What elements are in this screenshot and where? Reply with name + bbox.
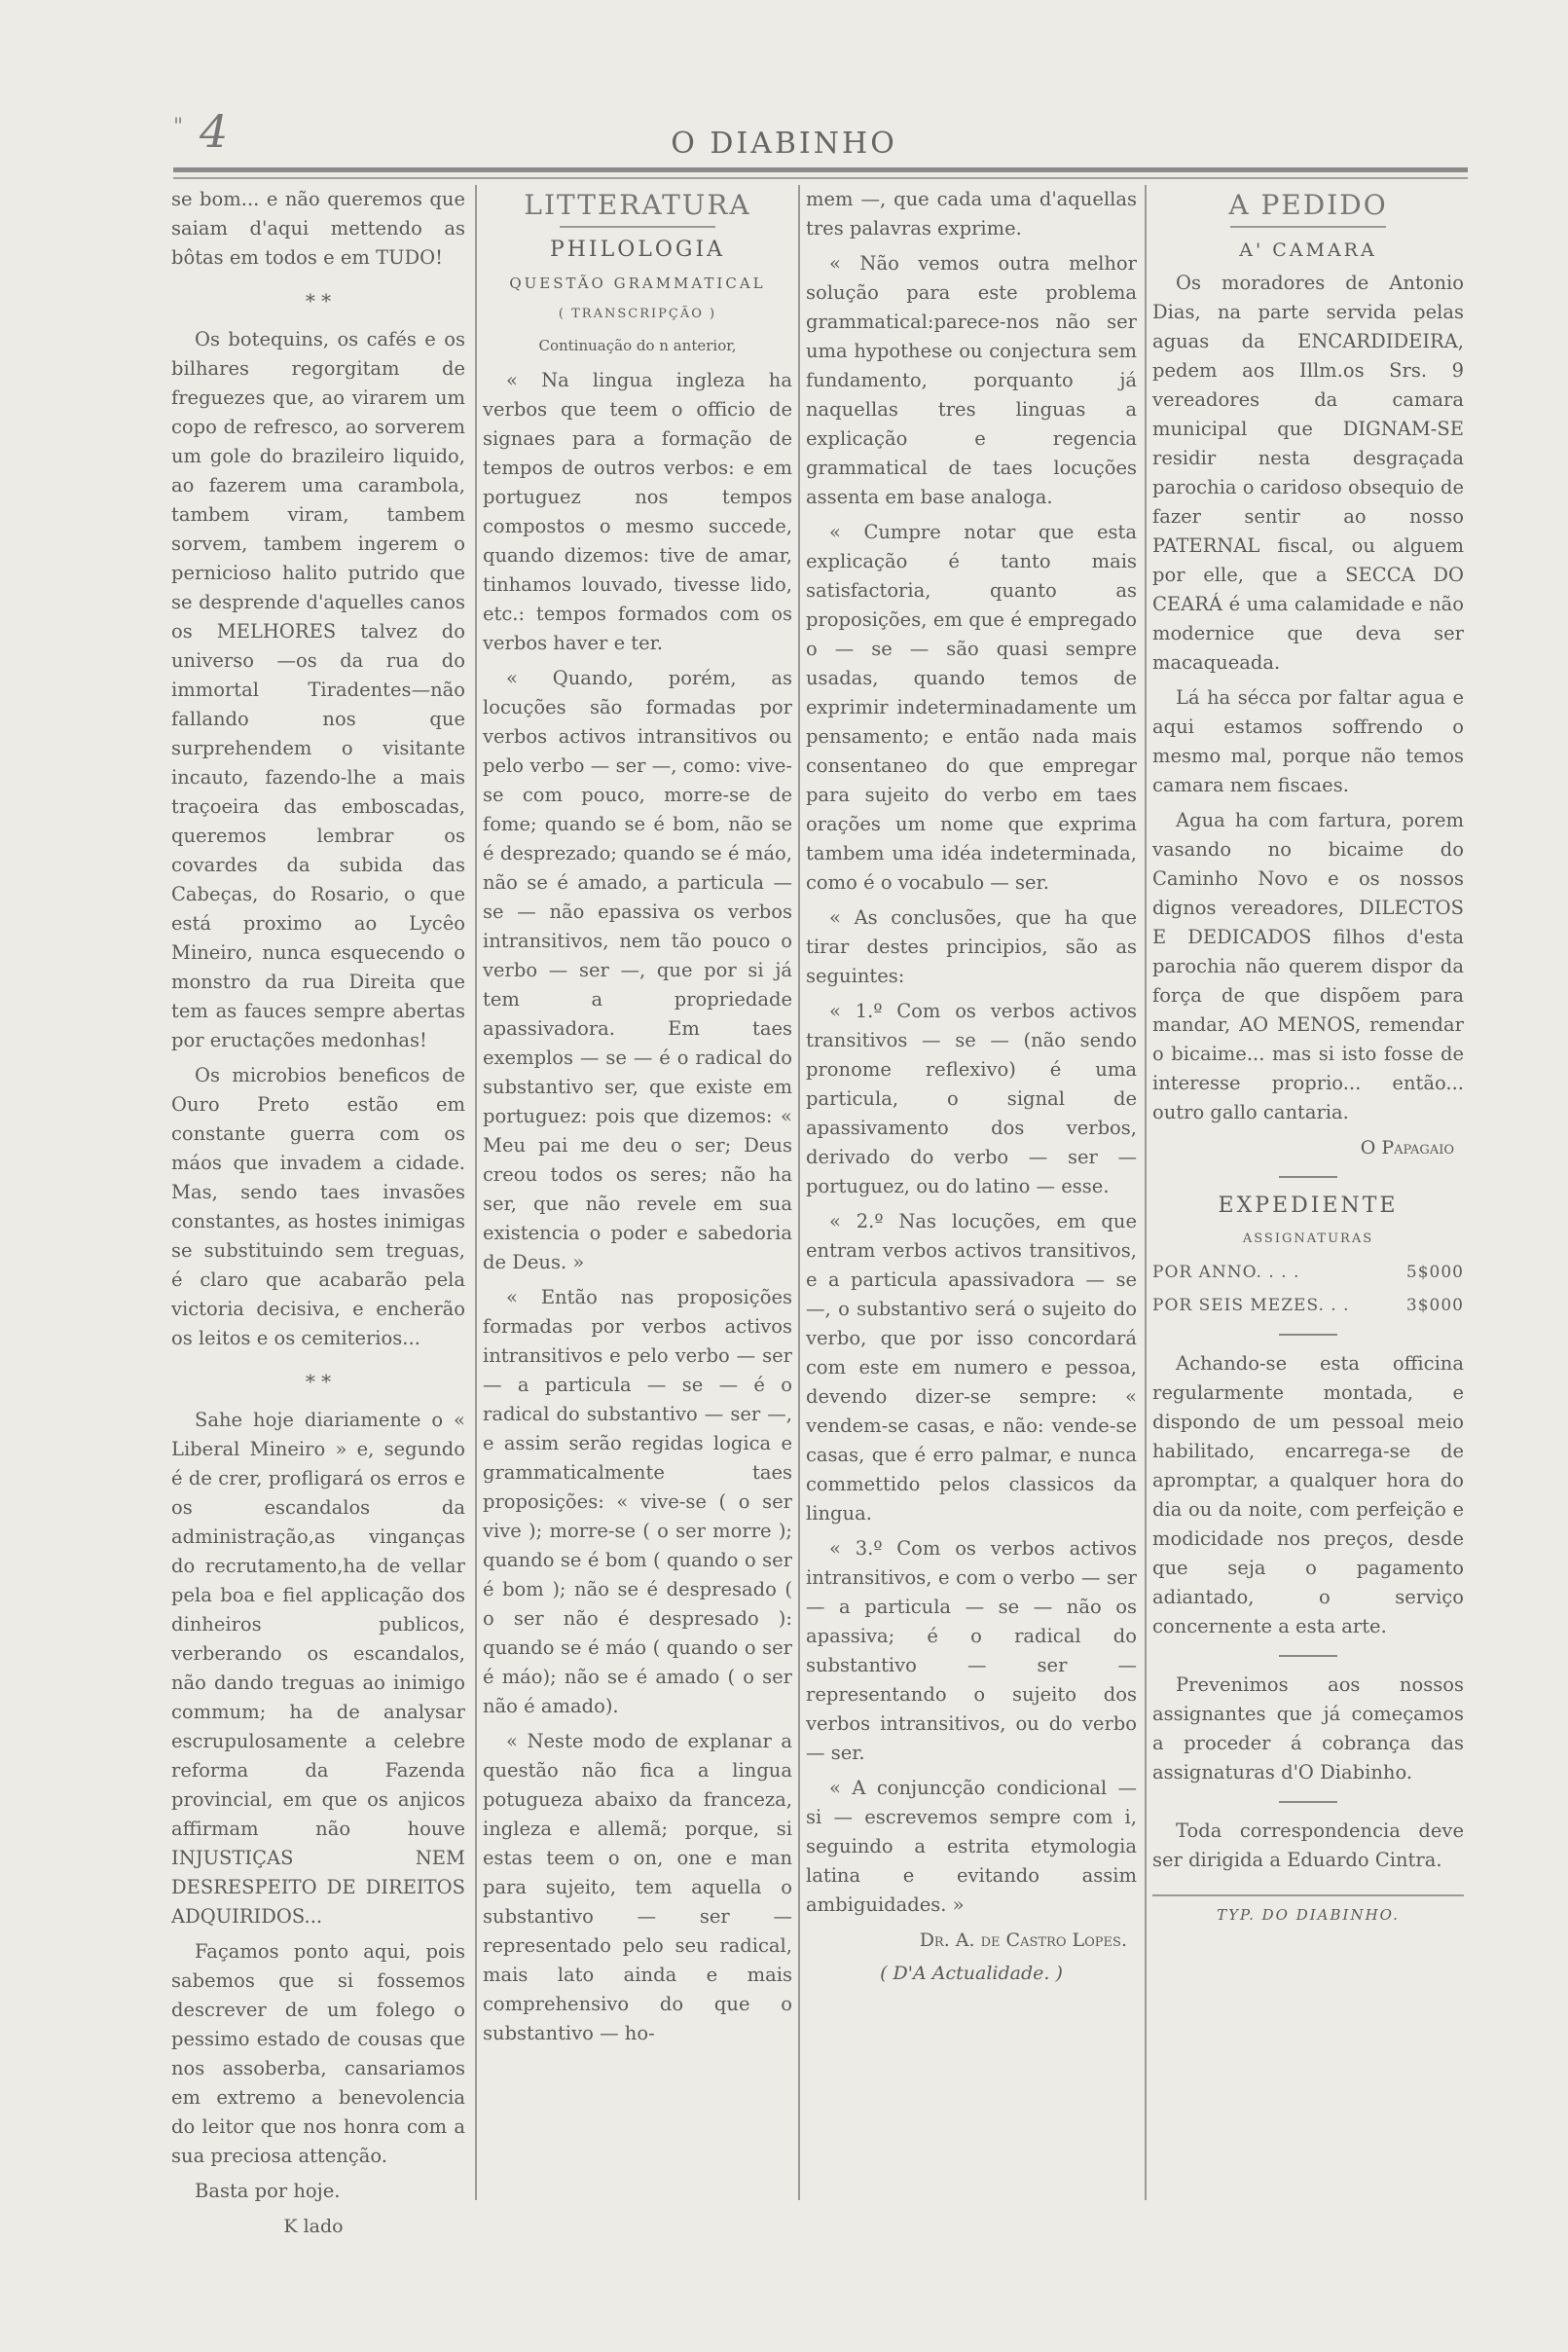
- article-note: ( TRANSCRIPÇÃO ): [558, 307, 717, 321]
- col4-paragraph: Achando-se esta officina regularmente montada, e dispondo de um pessoal meio habilitado, encarrega-se de apromptar, a qualquer hora do dia ou da noite, com perfeição e modicidade nos preços, desde que seja o pagamento adiantado, o serviço concernente a esta arte.: [1152, 1352, 1464, 1637]
- subscription-label: POR ANNO. . . .: [1152, 1263, 1300, 1282]
- subscription-price: 5$000: [1405, 1263, 1464, 1282]
- col1-paragraph: Os microbios beneficos de Ouro Preto estão em constante guerra com os máos que invadem a cidade. Mas, sendo taes invasões constantes, as hostes inimigas se substituindo sem treguas, é claro que acabarão pela victoria decisiva, e encherão os leitos e os cemiterios...: [171, 1064, 465, 1349]
- section-heading-a-pedido: A PEDIDO: [1228, 189, 1388, 221]
- column-4: [1152, 185, 1464, 2210]
- page-number: 4: [200, 105, 229, 158]
- header-rule: [173, 167, 1468, 172]
- article-title: A' CAMARA: [1239, 239, 1377, 261]
- column-3: [806, 185, 1137, 2210]
- col2-paragraph: « Na lingua ingleza ha verbos que teem o officio de signaes para a formação de tempos de outros verbos: e em portuguez nos tempos compostos o mesmo succede, quando dizemos: tive de amar, tinhamos louvado, tivesse lido, etc.: tempos formados com os verbos haver e ter.: [483, 369, 792, 654]
- divider: [1279, 1801, 1337, 1803]
- column-divider-1: [475, 185, 477, 2200]
- col1-paragraph: se bom... e não queremos que saiam d'aqui mettendo as bôtas em todos e em TUDO!: [171, 188, 465, 269]
- printer-imprint: TYP. DO DIABINHO.: [1152, 1894, 1464, 1929]
- col4-signature: O Papagaio: [1360, 1137, 1454, 1158]
- subscription-row: [1152, 1291, 1464, 1320]
- col1-paragraph: Sahe hoje diariamente o « Liberal Mineiro » e, segundo é de crer, profligará os erros e os escandalos da administração,as vinganças do recrutamento,ha de vellar pela boa e fiel applicação dos dinheiros publicos, verberando os escandalos, não dando treguas ao inimigo commum; ha de analysar escrupulosamente a celebre reforma da Fazenda provincial, em que os anjicos affirmam não houve INJUSTIÇAS NEM DESRESPEITO DE DIREITOS ADQUIRIDOS...: [171, 1409, 465, 1928]
- header-rule-thin: [173, 177, 1468, 179]
- col3-paragraph: « Cumpre notar que esta explicação é tanto mais satisfactoria, quanto as proposições, em que é empregado o — se — são quasi sempre usadas, quando temos de exprimir indeterminadamente um pensamento; e então nada mais consentaneo do que empregar para sujeito do verbo em taes orações um nome que exprima tambem uma idéa indeterminada, como é o vocabulo — ser.: [806, 521, 1137, 894]
- article-title: PHILOLOGIA: [549, 238, 726, 262]
- col4-paragraph: Lá ha sécca por faltar agua e aqui estamos soffrendo o mesmo mal, porque não temos camara nem fiscaes.: [1152, 686, 1464, 796]
- column-1: [171, 185, 465, 2237]
- expediente-subtitle: ASSIGNATURAS: [1242, 1231, 1374, 1246]
- col3-source: ( D'A Actualidade. ): [880, 1963, 1063, 1984]
- col4-paragraph: Prevenimos aos nossos assignantes que já começamos a proceder á cobrança das assignaturas d'O Diabinho.: [1152, 1673, 1464, 1783]
- col2-paragraph: « Neste modo de explanar a questão não fica a lingua potugueza abaixo da franceza, ingleza e allemã; porque, si estas teem o on, one e man para sujeito, tem aquella o substantivo — ser — representado pelo seu radical, mais lato ainda e mais comprehensivo do que o substantivo — ho-: [483, 1730, 792, 2044]
- col3-paragraph: « 3.º Com os verbos activos intransitivos, e com o verbo — ser — a particula — se — não os apassiva; é o radical do substantivo — ser — representando o sujeito dos verbos intransitivos, ou do verbo — ser.: [806, 1537, 1137, 1764]
- subscription-label: POR SEIS MEZES. . .: [1152, 1296, 1350, 1315]
- col1-signature: K lado: [283, 2216, 344, 2237]
- col3-paragraph: « 2.º Nas locuções, em que entram verbos activos transitivos, e a particula apassivadora — se —, o substantivo será o sujeito do verbo, que por isso concordará com este em numero e pessoa, devendo dizer-se sempre: « vendem-se casas, e não: vende-se casas, que é erro palmar, e nunca commettido pelos classicos da lingua.: [806, 1210, 1137, 1525]
- col4-paragraph: Toda correspondencia deve ser dirigida a Eduardo Cintra.: [1152, 1819, 1464, 1871]
- masthead: O DIABINHO: [671, 127, 897, 161]
- col2-paragraph: « Quando, porém, as locuções são formadas por verbos activos intransitivos ou pelo verbo — ser —, como: vive-se com pouco, morre-se de fome; quando se é bom, não se é desprezado; quando se é máo, não se é amado, a particula — se — não epassiva os verbos intransitivos, nem tão pouco o verbo — ser —, que por si já tem a propriedade apassivadora. Em taes exemplos — se — é o radical do substantivo ser, que existe em portuguez: pois que dizemos: « Meu pai me deu o ser; Deus creou todos os seres; não ha ser, que não revele em sua existencia o poder e sabedoria de Deus. »: [483, 667, 792, 1273]
- divider: [1279, 1176, 1337, 1178]
- separator-stars: * *: [305, 1370, 332, 1393]
- col1-paragraph: Os botequins, os cafés e os bilhares regorgitam de freguezes que, ao virarem um copo de refresco, ao sorverem um gole do brazileiro liquido, ao fazerem uma carambola, tambem viram, tambem sorvem, tambem ingerem o pernicioso halito putrido que se desprende d'aquelles canos os MELHORES talvez do universo —os da rua do immortal Tiradentes—não fallando nos que surprehendem o visitante incauto, fazendo-lhe a mais traçoeira das emboscadas, queremos lembrar os covardes da subida das Cabeças, do Rosario, o que está proximo ao Lycêo Mineiro, nunca esquecendo o monstro da rua Direita que tem as fauces sempre abertas por eructações medonhas!: [171, 328, 465, 1051]
- col3-paragraph: « A conjuncção condicional — si — escrevemos sempre com i, seguindo a estrita etymologia latina e evitando assim ambiguidades. »: [806, 1777, 1137, 1916]
- column-2: [483, 185, 792, 2210]
- article-subtitle: QUESTÃO GRAMMATICAL: [509, 275, 766, 292]
- column-divider-2: [798, 185, 800, 2200]
- section-rule: [1230, 226, 1386, 228]
- section-heading-litteratura: LITTERATURA: [524, 189, 751, 221]
- article-continuation: Continuação do n anterior,: [538, 337, 737, 354]
- section-rule: [560, 226, 715, 228]
- col3-paragraph: « 1.º Com os verbos activos transitivos — se — (não sendo pronome reflexivo) é uma particula, o signal de apassivamento dos verbos, derivado do verbo — ser — portuguez, ou do latino — esse.: [806, 1000, 1137, 1197]
- col2-paragraph: « Então nas proposições formadas por verbos activos intransitivos e pelo verbo — ser — a particula — se — é o radical do substantivo — ser —, e assim serão regidas logica e grammaticalmente taes proposições: « vive-se ( o ser vive ); morre-se ( o ser morre ); quando se é bom ( quando o ser é bom ); não se é despresado ( o ser não é despresado ): quando se é máo ( quando o ser é máo); não se é amado ( o ser não é amado).: [483, 1286, 792, 1717]
- column-divider-3: [1145, 185, 1147, 2200]
- col4-paragraph: Agua ha com fartura, porem vasando no bicaime do Caminho Novo e os nossos dignos vereadores, DILECTOS E DEDICADOS filhos d'esta parochia não querem dispor da força de que dispõem para mandar, AO MENOS, remendar o bicaime... mas si isto fosse de interesse proprio... então... outro gallo cantaria.: [1152, 809, 1464, 1123]
- col3-paragraph: mem —, que cada uma d'aquellas tres palavras exprime.: [806, 188, 1137, 239]
- col3-paragraph: « Não vemos outra melhor solução para este problema grammatical:parece-nos não ser uma hypothese ou conjectura sem fundamento, porquanto já naquellas tres linguas a explicação e regencia grammatical de taes locuções assenta em base analoga.: [806, 252, 1137, 508]
- col1-paragraph: Basta por hoje.: [195, 2180, 341, 2202]
- col3-author-signature: Dr. A. de Castro Lopes.: [919, 1929, 1127, 1951]
- subscription-price: 3$000: [1405, 1296, 1464, 1315]
- col1-paragraph: Façamos ponto aqui, pois sabemos que si fossemos descrever de um folego o pessimo estado de cousas que nos assoberba, cansariamos em extremo a benevolencia do leitor que nos honra com a sua preciosa attenção.: [171, 1940, 465, 2167]
- col4-paragraph: Os moradores de Antonio Dias, na parte servida pelas aguas da ENCARDIDEIRA, pedem aos Illm.os Srs. 9 vereadores da camara municipal que DIGNAM-SE residir nesta desgraçada parochia o caridoso obsequio de fazer sentir ao nosso PATERNAL fiscal, ou alguem por elle, que a SECCA DO CEARÁ é uma calamidade e não modernice que deva ser macaqueada.: [1152, 272, 1464, 674]
- divider: [1279, 1655, 1337, 1657]
- separator-stars: * *: [305, 289, 332, 312]
- subscription-row: [1152, 1258, 1464, 1287]
- col3-paragraph: « As conclusões, que ha que tirar destes principios, são as seguintes:: [806, 906, 1137, 987]
- page-mark: ": [173, 115, 184, 139]
- expediente-title: EXPEDIENTE: [1218, 1194, 1399, 1218]
- divider: [1279, 1334, 1337, 1336]
